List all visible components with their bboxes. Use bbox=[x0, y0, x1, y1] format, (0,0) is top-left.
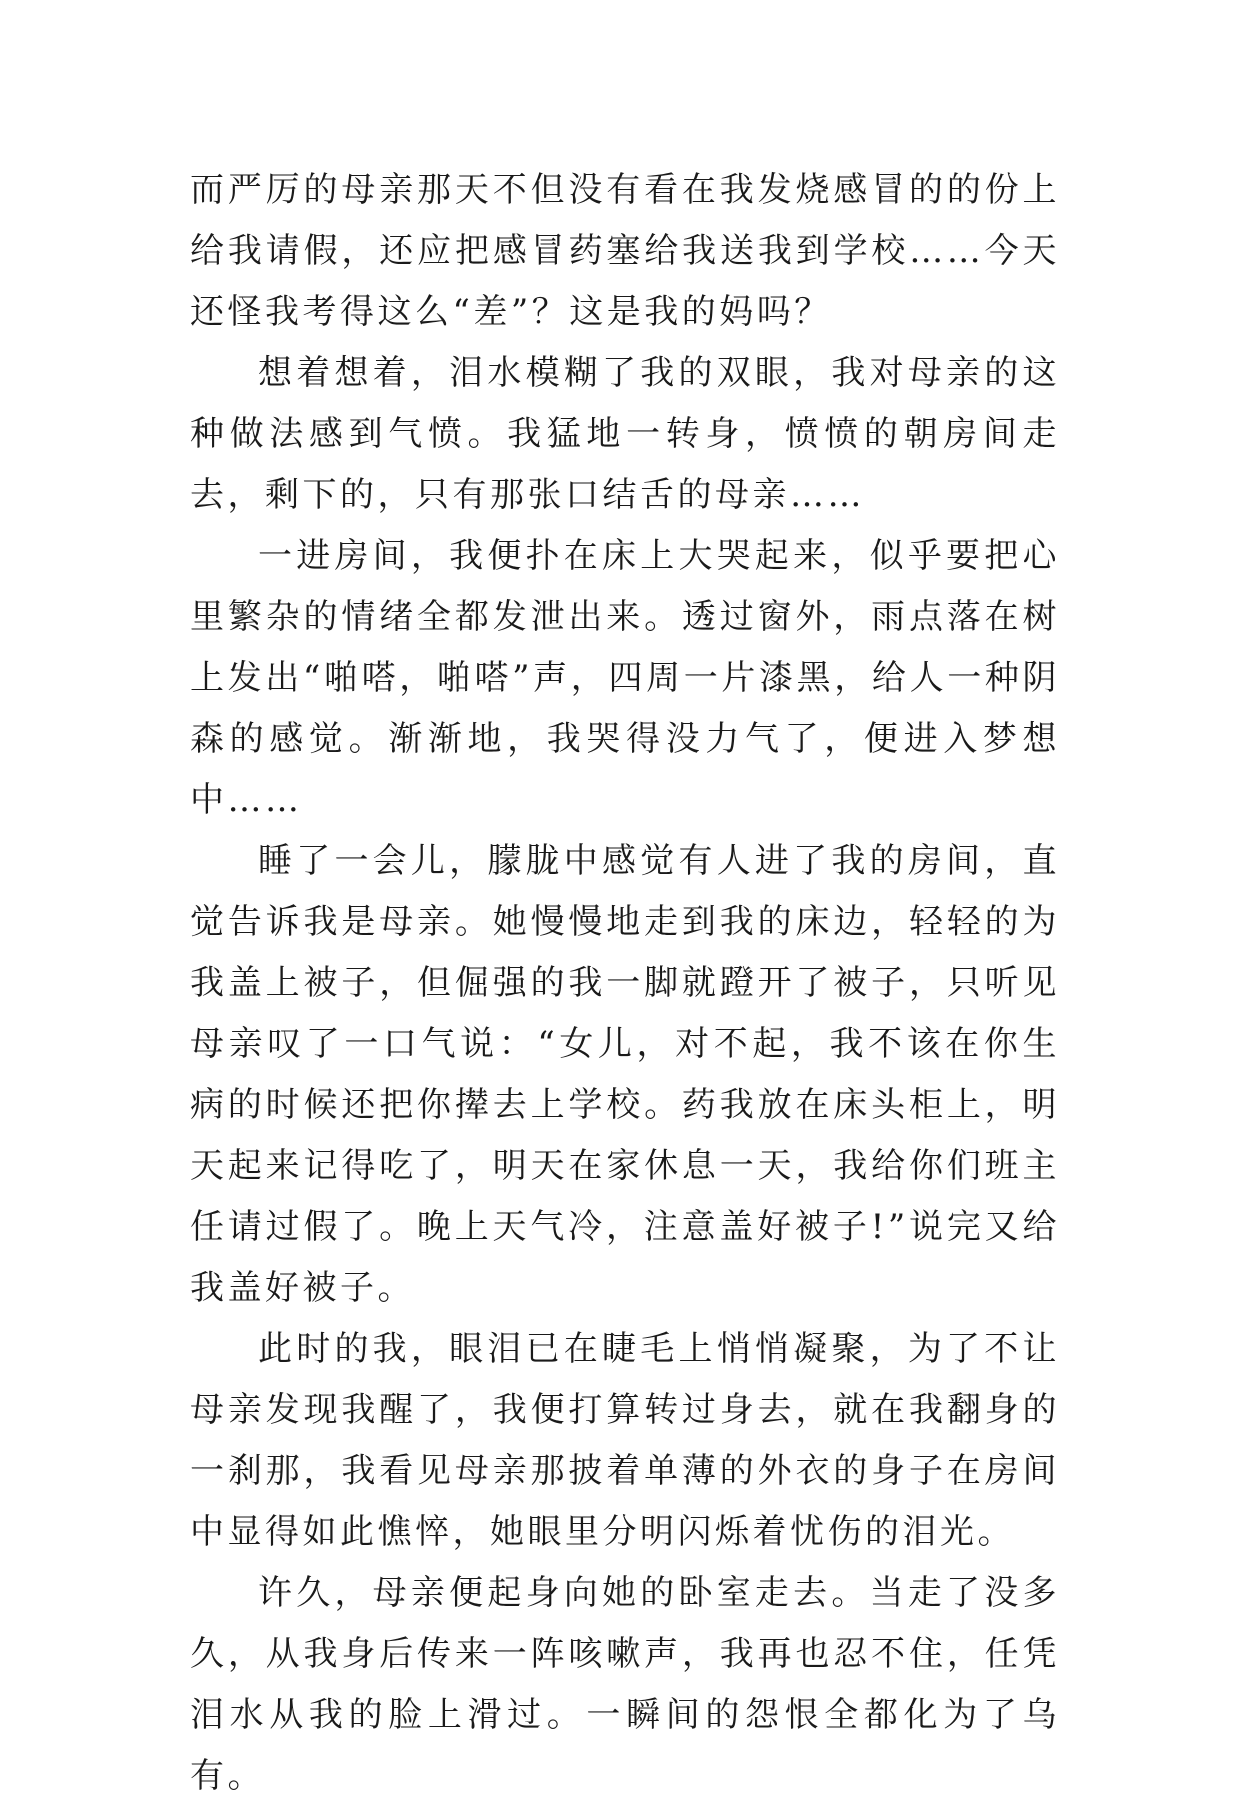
paragraph-5: 此时的我，眼泪已在睫毛上悄悄凝聚，为了不让母亲发现我醒了，我便打算转过身去，就在我翻身的一刹那，我看见母亲那披着单薄的外衣的身子在房间中显得如此憔悴，她眼里分明闪烁着忧伤的泪光。 bbox=[190, 1329, 1060, 1552]
essay-body bbox=[190, 160, 1060, 1807]
paragraph-1: 而严厉的母亲那天不但没有看在我发烧感冒的的份上给我请假，还应把感冒药塞给我送我到学校……今天还怪我考得这么“差”？这是我的妈吗？ bbox=[190, 170, 1060, 332]
paragraph-6: 许久，母亲便起身向她的卧室走去。当走了没多久，从我身后传来一阵咳嗽声，我再也忍不住，任凭泪水从我的脸上滑过。一瞬间的怨恨全都化为了乌有。 bbox=[190, 1573, 1060, 1796]
paragraph-2: 想着想着，泪水模糊了我的双眼，我对母亲的这种做法感到气愤。我猛地一转身，愤愤的朝房间走去，剩下的，只有那张口结舌的母亲…… bbox=[190, 353, 1060, 515]
paragraph-3: 一进房间，我便扑在床上大哭起来，似乎要把心里繁杂的情绪全都发泄出来。透过窗外，雨点落在树上发出“啪嗒，啪嗒”声，四周一片漆黑，给人一种阴森的感觉。渐渐地，我哭得没力气了，便进入梦想中…… bbox=[190, 536, 1060, 820]
paragraph-4: 睡了一会儿，朦胧中感觉有人进了我的房间，直觉告诉我是母亲。她慢慢地走到我的床边，轻轻的为我盖上被子，但倔强的我一脚就蹬开了被子，只听见母亲叹了一口气说：“女儿，对不起，我不该在你生病的时候还把你撵去上学校。药我放在床头柜上，明天起来记得吃了，明天在家休息一天，我给你们班主任请过假了。晚上天气冷，注意盖好被子!”说完又给我盖好被子。 bbox=[190, 841, 1060, 1308]
